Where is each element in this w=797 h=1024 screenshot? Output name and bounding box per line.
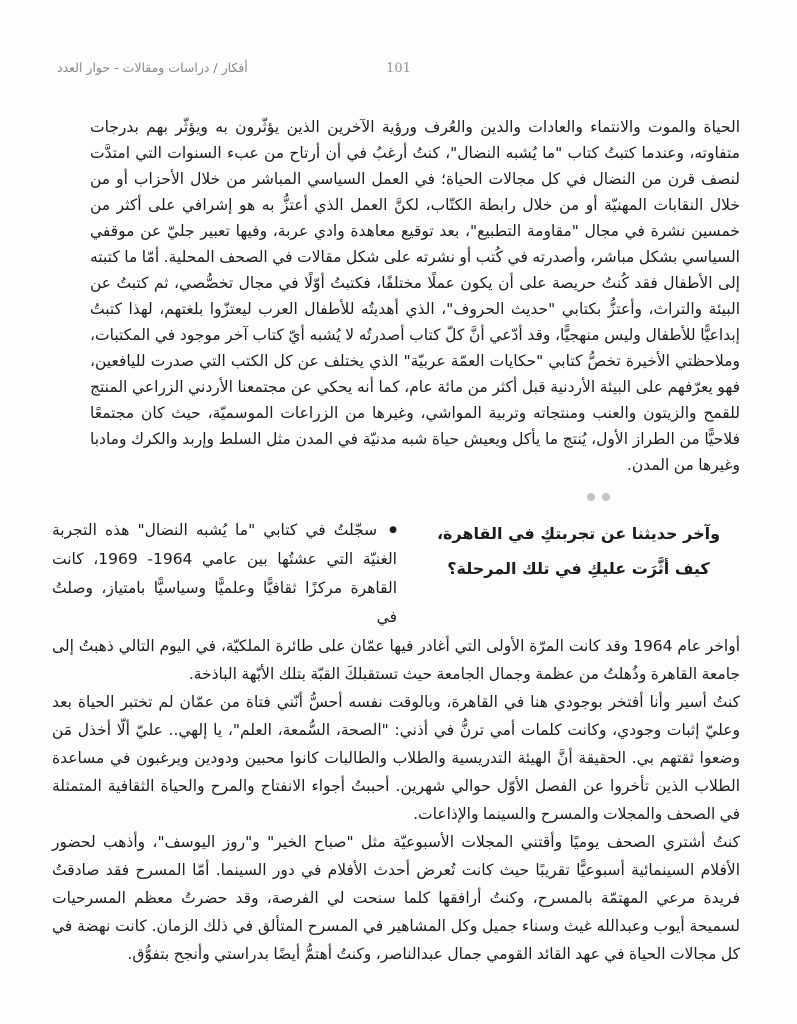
separator-dot-icon — [602, 493, 610, 501]
answer-paragraph: كنتُ أشتري الصحف يوميًا وأقتني المجلات الأسبوعيّة مثل "صباح الخير" و"روز اليوسف"، وأذهب لحضور الأفلام السينمائية أسبوعيًّا تقريبًا حيث كانت تُعرض أحدث الأفلام في دور السينما. أمّا المسرح فقد صادقتُ فريدة مرعي المهتمّة بالمسرح، وكنتُ أرافقها كلما سنحت لي الفرصة، وقد حضرتُ معظم المسرحيات لسميحة أيوب وعبدالله غيث وسناء جميل وكل المشاهير في المسرح المتألق في ذلك الزمان. كانت نهضة في كل مجالات الحياة في عهد القائد القومي جمال عبدالناصر، وكنتُ أهتمُّ أيضًا بدراستي وأنجح بتفوُّق. — [52, 833, 740, 963]
answer-paragraph: أواخر عام 1964 وقد كانت المرّة الأولى التي أغادر فيها عمّان على طائرة الملكيّة، في اليوم التالي ذهبتُ إلى جامعة القاهرة وذُهلتُ من عظمة وجمال الجامعة حيث تستقبلكَ القبّة بتلك الأبّهة الباذخة. — [52, 637, 741, 683]
interview-question: وآخر حديثنا عن تجربتكِ في القاهرة، كيف أثَّرَت عليكِ في تلك المرحلة؟ — [436, 524, 721, 578]
interview-answer-lead — [52, 516, 397, 632]
header-section-label: أفكار / دراسات ومقالات - حوار العدد — [57, 60, 248, 75]
answer-bullet-icon: ● — [389, 525, 397, 535]
separator-dot-icon — [587, 493, 595, 501]
answer-lead-text: سجّلتُ في كتابي "ما يُشبه النضال" هذه التجربة الغنيّة التي عشتُها بين عامي 1964- 1969، كانت القاهرة مركزًا ثقافيًّا وعلميًّا وسياسيًّا بامتياز، وصلتُ في — [52, 521, 397, 626]
answer-paragraph: كنتُ أسير وأنا أفتخر بوجودي هنا في القاهرة، وبالوقت نفسه أحسُّ أنّني فتاة من عمّان لم تختبر الحياة بعد وعليّ إثبات وجودي، وكانت كلمات أمي ترنُّ في أذني: "الصحة، السُّمعة، العلم"، يا إلهي.. عليّ ألّا أخذل مَن وضعوا ثقتهم بي. الحقيقة أنَّ الهيئة التدريسية والطلاب والطالبات كانوا محبين ودودين ويرغبون في مساعدة الطلاب الذين تأخروا عن الفصل الأوّل حوالي شهرين. أحببتُ أجواء الانفتاح والمرح والحياة الثقافية المتمثلة في الصحف والمجلات والمسرح والسينما والإذاعات. — [52, 693, 740, 823]
page-number: 101 — [386, 61, 411, 76]
page-content — [52, 114, 740, 968]
question-answer-row — [52, 516, 740, 632]
section-separator — [52, 480, 740, 514]
intro-paragraph: الحياة والموت والانتماء والعادات والدين والعُرف ورؤية الآخرين الذين يؤثّرون به ويؤثّر بهم بدرجات متفاوته، وعندما كتبتُ كتاب "ما يُشبه النضال"، كنتُ أرغبُ في أن أرتاح من عبء السنوات التي امتدَّت لنصف قرن من النضال في كل مجالات الحياة؛ في العمل السياسي المباشر من خلال الأحزاب أو من خلال النقابات المهنيّة أو من خلال رابطة الكتّاب، لكنَّ العمل الذي أعتزُّ به هو إشرافي على أكثر من خمسين نشرة في مجال "مقاومة التطبيع"، بعد توقيع معاهدة وادي عربة، وفيها تعبير جليّ عن موقفي السياسي بشكل مباشر، وأصدرته في كُتب أو نشرته على شكل مقالات في الصحف المحلية. أمّا ما كتبته إلى الأطفال فقد كُنتُ حريصة على أن يكون عملًا مختلفًا، فكتبتُ أوّلًا في مجال تخصُّصي، ثم كتبتُ عن البيئة والتراث، وأعتزُّ بكتابي "حديث الحروف"، الذي أهديتُه للأطفال العرب ليعتزّوا بلغتهم، لهذا كتبتُ إبداعيًّا للأطفال وليس منهجيًّا، وقد أدّعي أنَّ كلّ كتاب أصدرتُه لا يُشبه أيّ كتاب آخر موجود في المكتبات، وملاحظتي الأخيرة تخصُّ كتابي "حكايات العمّة عربيّة" الذي يختلف عن كل الكتب التي صدرت لليافعين، فهو يعرّفهم على البيئة الأردنية قبل أكثر من مائة عام، كما أنه يحكي عن مجتمعنا الأردني الزراعي المنتج للقمح والزيتون والعنب ومنتجاته وتربية المواشي، وغيرها من الزراعات الموسميّة، حيث كان مجتمعًا فلاحيًّا من الطراز الأول، يُنتج ما يأكل ويعيش حياة شبه مدنيّة في المدن مثل السلط وإربد والكرك ومادبا وغيرها من المدن. — [90, 118, 740, 474]
